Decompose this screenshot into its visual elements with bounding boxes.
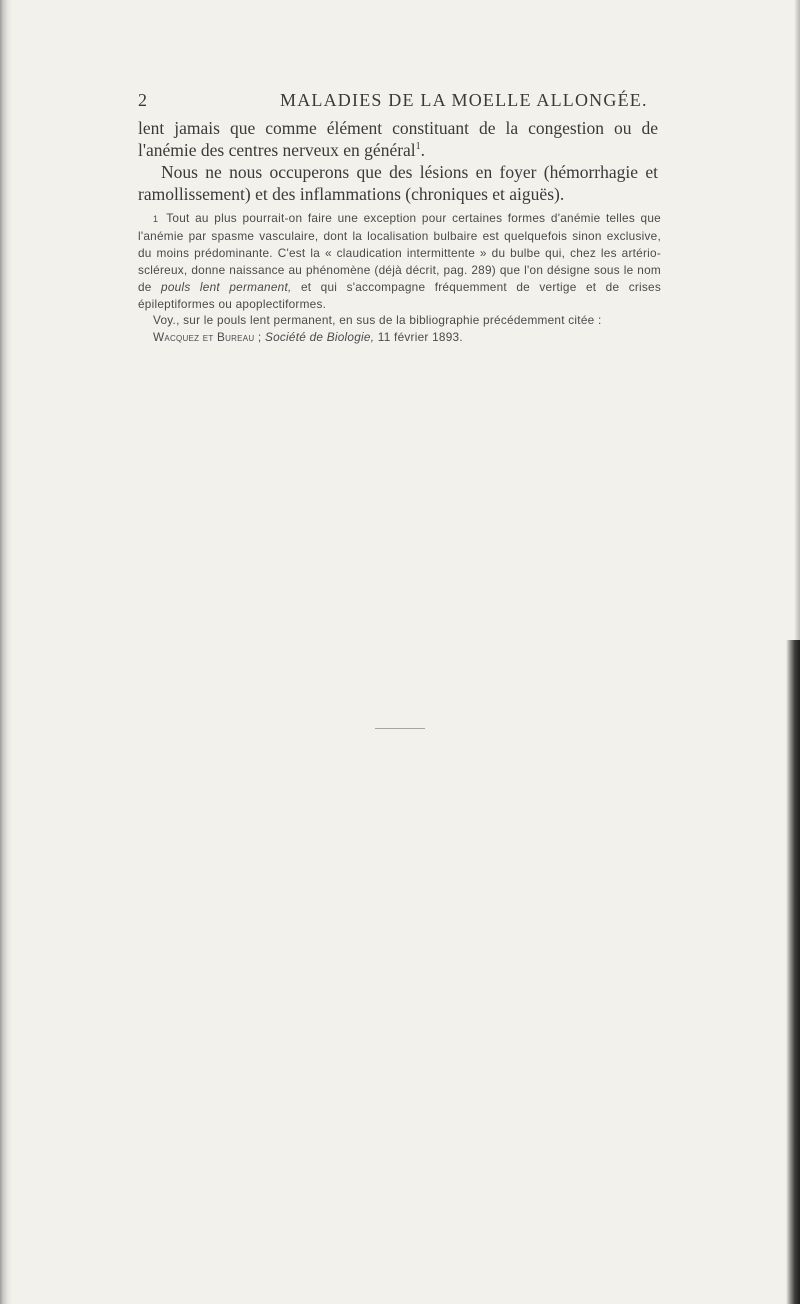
footnote-voy: Voy., sur le pouls lent permanent, en sus de la bibliographie précédemment citée : [153, 313, 602, 328]
paragraph-2: Nous ne nous occuperons que des lésions en foyer (hémorrhagie et ramollissement) et des inflammations (chroniques et aiguës). [138, 162, 658, 204]
page-binding-shadow-right [786, 640, 800, 1304]
paragraph-continuation [138, 117, 658, 161]
main-text [138, 117, 658, 205]
footnote-reference-line [138, 329, 661, 346]
reference-authors: Wacquez et Bureau ; [153, 330, 262, 345]
page-number: 2 [138, 90, 148, 110]
reference-date: 11 février 1893. [377, 330, 463, 345]
footnote-italic-term: pouls lent permanent, [161, 279, 292, 294]
faint-rule [375, 728, 425, 729]
page-header [138, 90, 658, 116]
footnote-1 [138, 210, 661, 312]
paragraph-1-text: lent jamais que comme élément constituant de la congestion ou de l'anémie des centres nerveux en général [138, 118, 658, 160]
footnote-block [138, 210, 661, 346]
page-binding-shadow-left [0, 0, 12, 1304]
running-head: MALADIES DE LA MOELLE ALLONGÉE. [280, 90, 648, 110]
page-edge-shadow-right [794, 0, 800, 640]
footnote-1-text-end: et qui s'accompagne fréquemment de vertige et de crises épileptiformes ou apoplectiformes. [138, 279, 662, 311]
footnote-marker: 1 [153, 214, 159, 224]
reference-journal: Société de Biologie, [264, 330, 375, 345]
paragraph-1-end: . [420, 140, 426, 160]
footnote-1-text: Tout au plus pourrait-on faire une exception pour certaines formes d'anémie telles que l'anémie par spasme vasculaire, dont la localisation bulbaire est quelquefois sinon exclusive, du moins prédominante. C'est la « claudication intermittente » du bulbe qui, chez les artério-scléreux, donne naissance au phénomène (déjà décrit, pag. 289) que l'on désigne sous le nom de [138, 211, 661, 294]
footnote-reference: 1 [415, 141, 421, 153]
